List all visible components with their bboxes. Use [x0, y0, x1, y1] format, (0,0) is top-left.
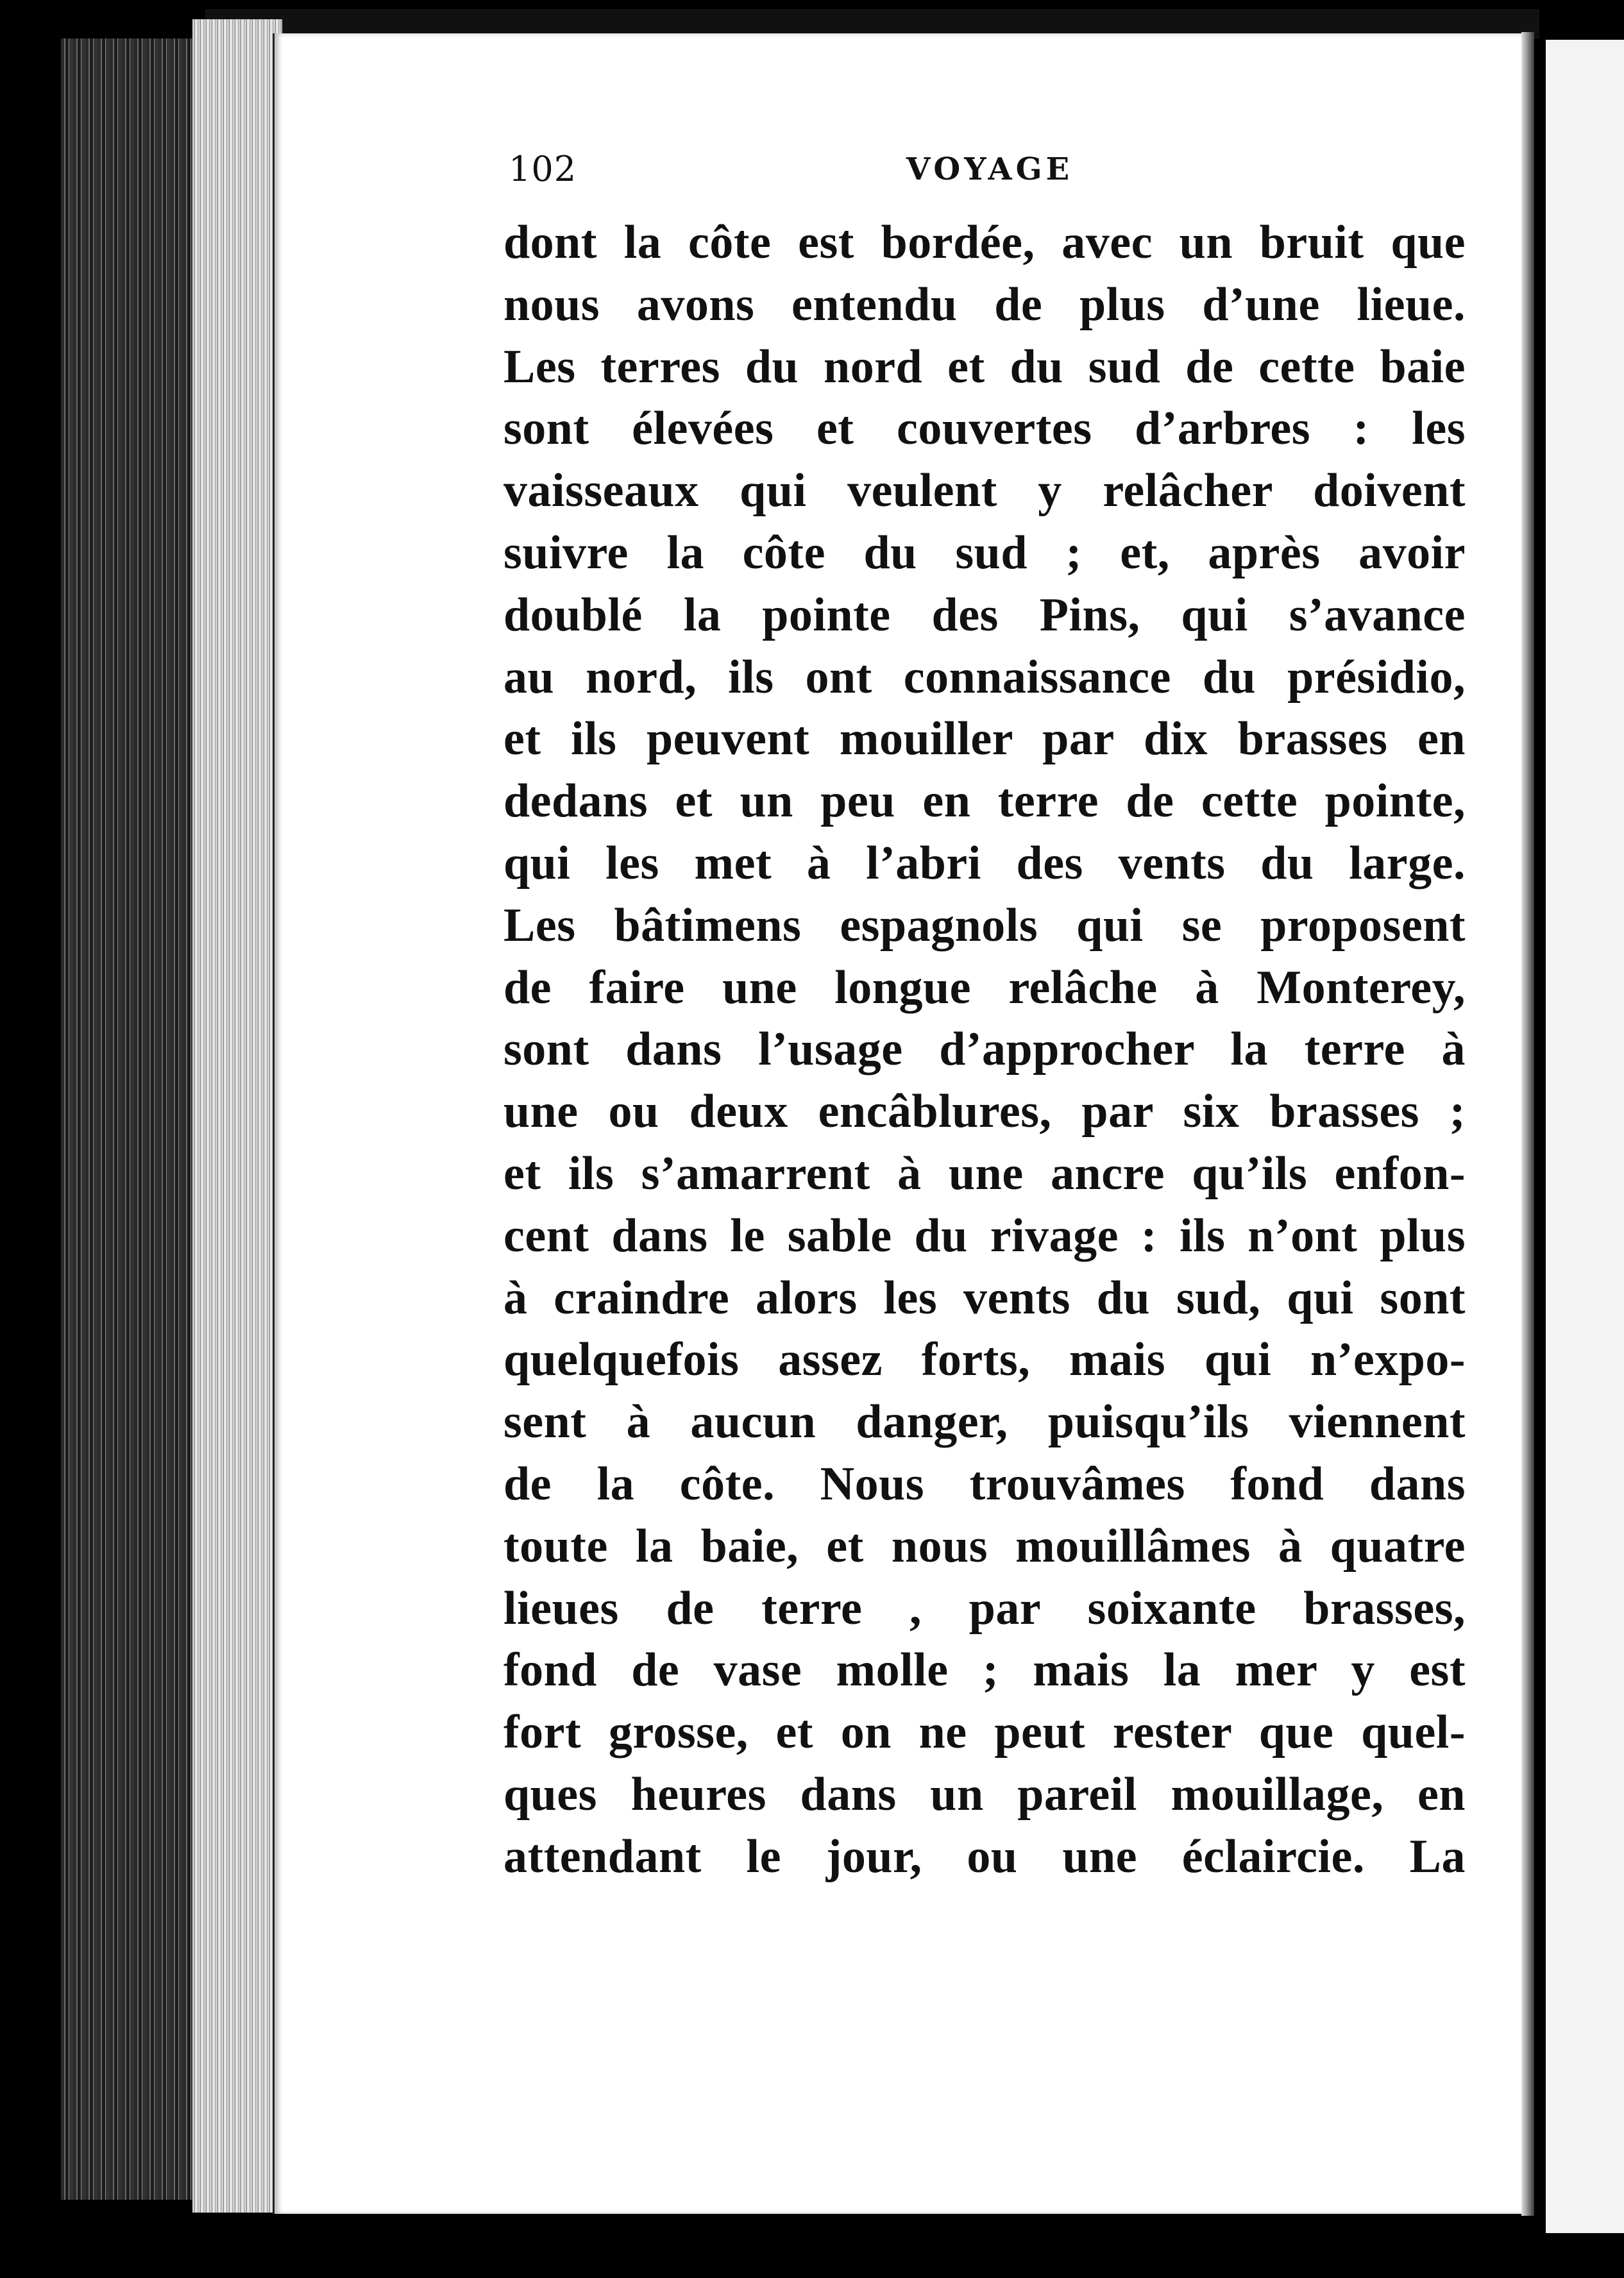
facing-page [1546, 40, 1624, 2233]
running-title: VOYAGE [906, 151, 1074, 187]
text-line: de faire une longue relâche à Monterey, [503, 961, 1466, 1014]
text-line: quelquefois assez forts, mais qui n’expo- [503, 1333, 1466, 1387]
text-line: toute la baie, et nous mouillâmes à quatre [503, 1519, 1466, 1573]
running-head [509, 149, 1086, 194]
text-line: fort grosse, et on ne peut rester que quel- [503, 1706, 1466, 1759]
body-text [503, 212, 1466, 1888]
text-line: doublé la pointe des Pins, qui s’avance [503, 588, 1466, 641]
text-line: nous avons entendu de plus d’une lieue. [503, 278, 1466, 331]
text-line: lieues de terre , par soixante brasses, [503, 1582, 1466, 1635]
text-line: qui les met à l’abri des vents du large. [503, 836, 1466, 890]
text-line: à craindre alors les vents du sud, qui sont [503, 1271, 1466, 1324]
text-line: attendant le jour, ou une éclaircie. La [503, 1830, 1466, 1883]
text-line: sont élevées et couvertes d’arbres : les [503, 402, 1466, 455]
text-line: et ils peuvent mouiller par dix brasses en [503, 713, 1466, 766]
text-line: dont la côte est bordée, avec un bruit que [503, 216, 1466, 269]
text-line: sont dans l’usage d’approcher la terre à [503, 1023, 1466, 1076]
text-line: Les terres du nord et du sud de cette baie [503, 340, 1466, 393]
text-line: au nord, ils ont connaissance du présidio, [503, 650, 1466, 704]
text-line: de la côte. Nous trouvâmes fond dans [503, 1457, 1466, 1510]
text-line: et ils s’amarrent à une ancre qu’ils enfon- [503, 1147, 1466, 1200]
text-line: fond de vase molle ; mais la mer y est [503, 1644, 1466, 1697]
text-line: vaisseaux qui veulent y relâcher doivent [503, 464, 1466, 518]
text-line: dedans et un peu en terre de cette pointe, [503, 775, 1466, 828]
page-gutter-shadow [1521, 32, 1534, 2216]
text-line: suivre la côte du sud ; et, après avoir [503, 526, 1466, 579]
text-line: ques heures dans un pareil mouillage, en [503, 1768, 1466, 1821]
text-line: sent à aucun danger, puisqu’ils viennent [503, 1396, 1466, 1449]
page-number: 102 [509, 149, 577, 189]
text-line: une ou deux encâblures, par six brasses ; [503, 1085, 1466, 1138]
text-line: Les bâtimens espagnols qui se proposent [503, 899, 1466, 952]
text-line: cent dans le sable du rivage : ils n’ont plus [503, 1209, 1466, 1262]
book-page-edges-light [192, 19, 282, 2213]
